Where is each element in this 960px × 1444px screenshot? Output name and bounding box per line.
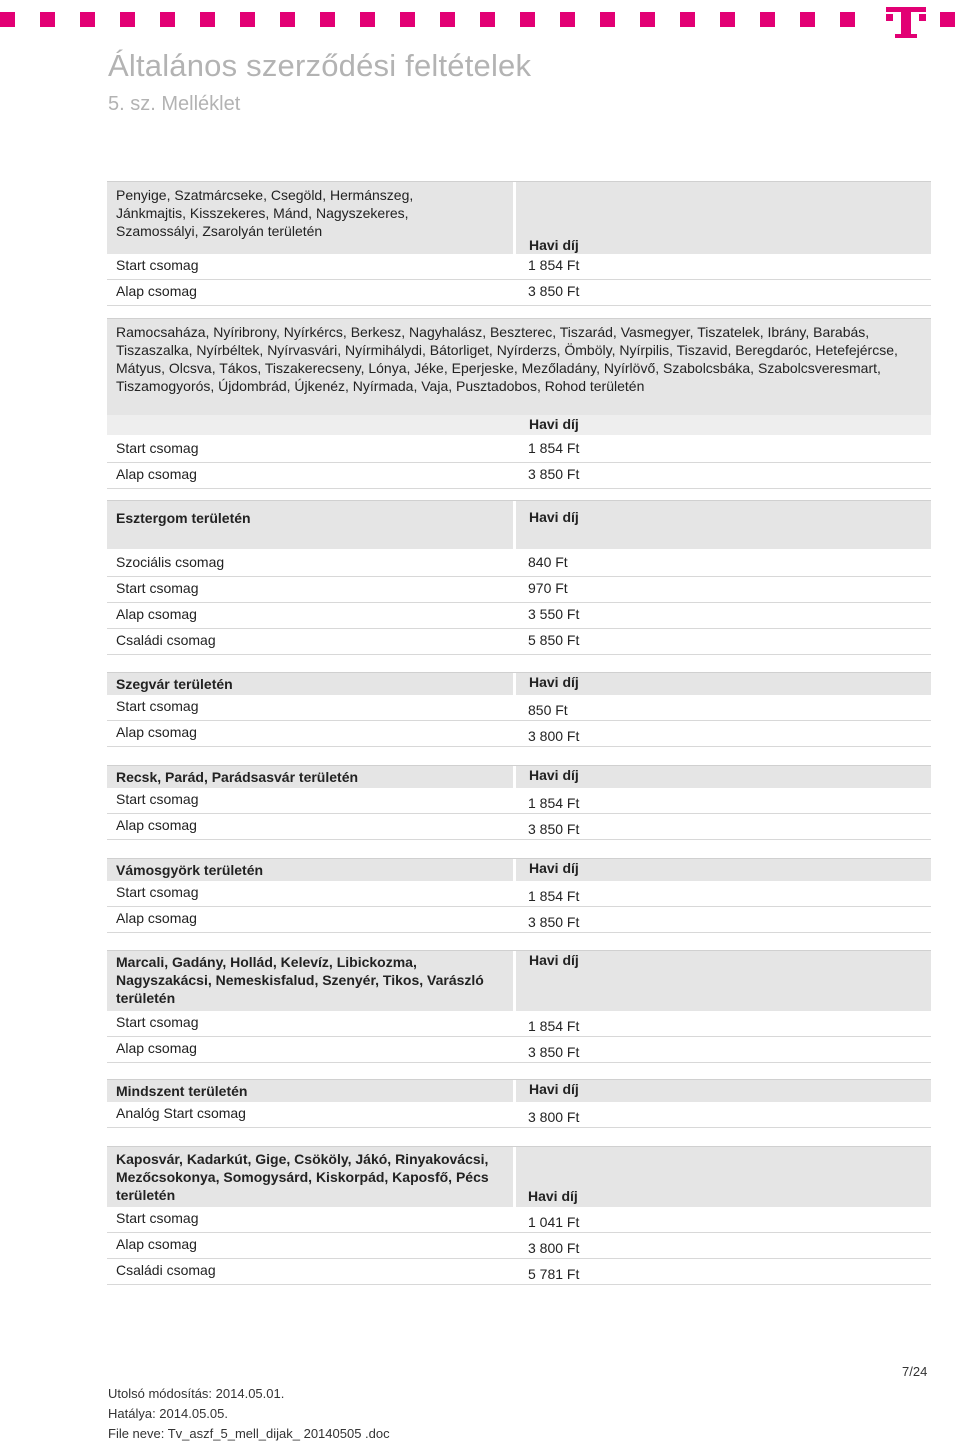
brand-dot	[400, 12, 415, 27]
section-title: Vámosgyörk területén	[116, 862, 264, 878]
table-row	[107, 550, 931, 577]
brand-dot	[800, 12, 815, 27]
section-title: Recsk, Parád, Parádsasvár területén	[116, 769, 359, 785]
section-header	[107, 765, 931, 788]
brand-dot	[200, 12, 215, 27]
package-name: Alap csomag	[116, 466, 197, 482]
section-header	[107, 500, 931, 549]
page-title: Általános szerződési feltételek	[108, 48, 532, 83]
brand-dot	[600, 12, 615, 27]
section-title: Kaposvár, Kadarkút, Gige, Csököly, Jákó, Rinyakovácsi, Mezőcsokonya, Somogysárd, Kiskorpád, Kaposfő, Pécs területén	[116, 1151, 489, 1203]
section-header	[107, 950, 931, 1011]
telekom-t-logo-icon	[884, 2, 928, 42]
package-name: Alap csomag	[116, 1236, 197, 1252]
pricing-section	[107, 950, 931, 1064]
price-header-row	[107, 415, 931, 435]
package-name: Családi csomag	[116, 632, 216, 648]
section-header	[107, 1146, 931, 1207]
package-name: Alap csomag	[116, 283, 197, 299]
section-title: Mindszent területén	[116, 1083, 248, 1099]
price-header: Havi díj	[529, 1081, 579, 1097]
brand-dot	[760, 12, 775, 27]
package-price: 1 854 Ft	[528, 257, 580, 273]
section-header	[107, 672, 931, 695]
brand-bar	[0, 0, 960, 44]
pricing-section	[107, 500, 931, 655]
pricing-section	[107, 672, 931, 748]
table-row	[107, 576, 931, 603]
brand-dot	[480, 12, 495, 27]
price-header: Havi díj	[528, 1188, 578, 1204]
footer	[108, 1384, 390, 1444]
pricing-section	[107, 318, 931, 488]
package-name: Start csomag	[116, 1014, 199, 1030]
table-row	[107, 1010, 931, 1037]
table-row	[107, 787, 931, 814]
package-price: 3 800 Ft	[528, 1240, 580, 1256]
package-name: Alap csomag	[116, 910, 197, 926]
pricing-section	[107, 765, 931, 841]
brand-dot	[0, 12, 15, 27]
package-price: 3 800 Ft	[528, 728, 580, 744]
package-price: 1 854 Ft	[528, 1018, 580, 1034]
price-header: Havi díj	[529, 237, 579, 253]
brand-dot	[560, 12, 575, 27]
last-modified: Utolsó módosítás: 2014.05.01.	[108, 1386, 285, 1401]
package-price: 5 781 Ft	[528, 1266, 580, 1282]
brand-dot	[320, 12, 335, 27]
pricing-section	[107, 858, 931, 934]
divider	[513, 766, 516, 788]
brand-dot	[720, 12, 735, 27]
package-name: Start csomag	[116, 791, 199, 807]
package-name: Családi csomag	[116, 1262, 216, 1278]
table-row	[107, 720, 931, 747]
package-price: 3 550 Ft	[528, 606, 580, 622]
package-name: Start csomag	[116, 580, 199, 596]
divider	[513, 951, 516, 1011]
table-row	[107, 462, 931, 489]
table-row	[107, 602, 931, 629]
effective-date: Hatálya: 2014.05.05.	[108, 1406, 228, 1421]
brand-dot	[440, 12, 455, 27]
package-price: 1 854 Ft	[528, 795, 580, 811]
brand-dot	[360, 12, 375, 27]
brand-dot	[120, 12, 135, 27]
price-header: Havi díj	[529, 767, 579, 783]
table-row	[107, 1232, 931, 1259]
section-header	[107, 318, 931, 416]
brand-dot	[80, 12, 95, 27]
package-name: Start csomag	[116, 440, 199, 456]
package-price: 3 850 Ft	[528, 1044, 580, 1060]
package-price: 3 850 Ft	[528, 283, 580, 299]
pricing-section	[107, 1079, 931, 1131]
package-name: Alap csomag	[116, 724, 197, 740]
brand-dot	[840, 12, 855, 27]
brand-dot	[940, 12, 955, 27]
package-name: Start csomag	[116, 698, 199, 714]
price-header: Havi díj	[529, 416, 579, 432]
divider	[513, 1147, 516, 1207]
package-name: Szociális csomag	[116, 554, 225, 570]
table-row	[107, 880, 931, 907]
package-name: Alap csomag	[116, 1040, 197, 1056]
file-name: File neve: Tv_aszf_5_mell_dijak_ 20140505 .doc	[108, 1426, 390, 1441]
package-price: 1 854 Ft	[528, 888, 580, 904]
table-row	[107, 1101, 931, 1128]
package-name: Start csomag	[116, 1210, 199, 1226]
table-row	[107, 1036, 931, 1063]
package-price: 1 041 Ft	[528, 1214, 580, 1230]
table-row	[107, 279, 931, 306]
price-header: Havi díj	[529, 509, 579, 525]
section-title: Szegvár területén	[116, 676, 233, 692]
table-row	[107, 813, 931, 840]
section-title: Marcali, Gadány, Hollád, Kelevíz, Libickozma, Nagyszakácsi, Nemeskisfalud, Szenyér, Tikos, Varászló területén	[116, 954, 484, 1006]
table-row	[107, 628, 931, 655]
package-name: Start csomag	[116, 884, 199, 900]
package-price: 3 850 Ft	[528, 821, 580, 837]
divider	[513, 501, 516, 549]
package-price: 850 Ft	[528, 702, 568, 718]
table-row	[107, 1258, 931, 1285]
brand-dot	[640, 12, 655, 27]
section-header	[107, 858, 931, 881]
package-name: Analóg Start csomag	[116, 1105, 246, 1121]
package-name: Alap csomag	[116, 817, 197, 833]
pricing-section	[107, 181, 931, 305]
divider	[513, 673, 516, 695]
section-header	[107, 181, 931, 254]
table-row	[107, 694, 931, 721]
table-row	[107, 436, 931, 463]
package-name: Start csomag	[116, 257, 199, 273]
divider	[513, 182, 516, 254]
brand-dot	[160, 12, 175, 27]
brand-dot	[680, 12, 695, 27]
page-number: 7/24	[902, 1364, 928, 1379]
package-price: 840 Ft	[528, 554, 568, 570]
package-price: 5 850 Ft	[528, 632, 580, 648]
package-price: 3 850 Ft	[528, 466, 580, 482]
price-header: Havi díj	[529, 674, 579, 690]
table-row	[107, 906, 931, 933]
brand-dot	[40, 12, 55, 27]
section-title: Penyige, Szatmárcseke, Csegöld, Hermánszeg, Jánkmajtis, Kisszekeres, Mánd, Nagyszekeres, Szamossályi, Zsarolyán területén	[116, 187, 414, 239]
page-subtitle: 5. sz. Melléklet	[108, 93, 241, 115]
section-title: Ramocsaháza, Nyíribrony, Nyírkércs, Berkesz, Nagyhalász, Beszterec, Tiszarád, Vasmegyer, Tiszatelek, Ibrány, Barabás, Tiszaszalka, Nyírbéltek, Nyírvasvári, Nyírmihálydi, Bátorliget, Nyírderzs, Ömböly, Nyírpilis, Tiszavid, Beregdaróc, Hetefejércse, Mátyus, Olcsva, Tákos, Tiszakerecseny, Lónya, Jéke, Eperjeske, Mezőladány, Nyírlövő, Szabolcsbáka, Szabolcsveresmart, Tiszamogyorós, Újdombrád, Újkenéz, Nyírmada, Vaja, Pusztadobos, Rohod területén	[116, 324, 898, 394]
price-header: Havi díj	[529, 860, 579, 876]
divider	[513, 859, 516, 881]
section-title: Esztergom területén	[116, 510, 251, 526]
section-header	[107, 1079, 931, 1102]
brand-dot	[280, 12, 295, 27]
divider	[513, 1080, 516, 1102]
brand-dot	[520, 12, 535, 27]
package-name: Alap csomag	[116, 606, 197, 622]
table-row	[107, 1206, 931, 1233]
package-price: 3 800 Ft	[528, 1109, 580, 1125]
price-header: Havi díj	[529, 952, 579, 968]
brand-dot	[240, 12, 255, 27]
table-row	[107, 253, 931, 280]
package-price: 3 850 Ft	[528, 914, 580, 930]
package-price: 1 854 Ft	[528, 440, 580, 456]
pricing-section	[107, 1146, 931, 1284]
package-price: 970 Ft	[528, 580, 568, 596]
